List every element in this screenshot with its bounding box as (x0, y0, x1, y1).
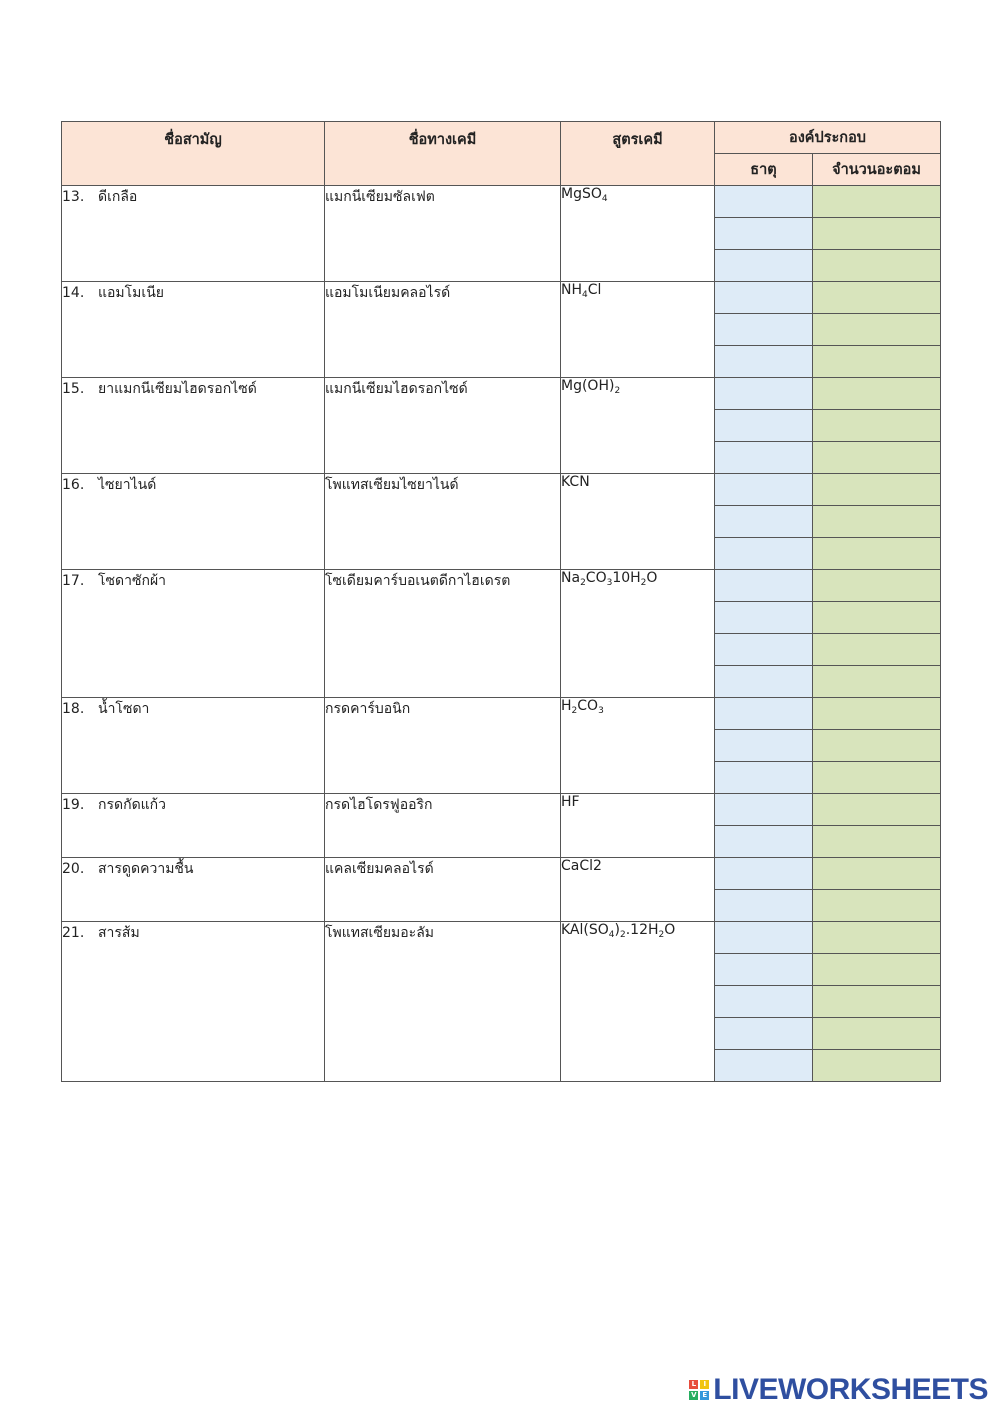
common-name-cell (62, 698, 325, 794)
atom-count-answer-field[interactable] (813, 250, 941, 282)
element-answer-field[interactable] (715, 890, 813, 922)
atom-count-answer-field[interactable] (813, 890, 941, 922)
atom-count-answer-field[interactable] (813, 1050, 941, 1082)
atom-count-answer-field[interactable] (813, 1018, 941, 1050)
element-answer-field[interactable] (715, 250, 813, 282)
atom-count-answer-field[interactable] (813, 922, 941, 954)
header-element: ธาตุ (715, 154, 813, 186)
common-name-cell (62, 570, 325, 698)
formula-text: NH (561, 282, 582, 298)
formula-text: ) (614, 922, 620, 938)
atom-count-answer-field[interactable] (813, 826, 941, 858)
item-number: 21. (62, 925, 85, 941)
atom-count-answer-field[interactable] (813, 378, 941, 410)
header-atom-count: จำนวนอะตอม (813, 154, 941, 186)
formula-text: CO (577, 698, 599, 714)
formula-subscript: 3 (598, 706, 604, 716)
logo-icon: L I V E (689, 1380, 709, 1400)
formula-subscript: 4 (601, 194, 608, 204)
item-number: 16. (62, 477, 85, 493)
atom-count-answer-field[interactable] (813, 218, 941, 250)
table-row (62, 282, 941, 314)
chemical-name: โพแทสเซียมไซยาไนด์ (325, 474, 561, 570)
common-name: ดีเกลือ (98, 189, 138, 205)
table-row (62, 858, 941, 890)
atom-count-answer-field[interactable] (813, 410, 941, 442)
chemical-formula (561, 474, 715, 570)
item-number: 20. (62, 861, 85, 877)
table-body (62, 186, 941, 1082)
chemical-name: แคลเซียมคลอไรด์ (325, 858, 561, 922)
element-answer-field[interactable] (715, 538, 813, 570)
atom-count-answer-field[interactable] (813, 282, 941, 314)
chemical-name: กรดไฮโดรฟูออริก (325, 794, 561, 858)
atom-count-answer-field[interactable] (813, 954, 941, 986)
atom-count-answer-field[interactable] (813, 506, 941, 538)
atom-count-answer-field[interactable] (813, 186, 941, 218)
table-row (62, 794, 941, 826)
logo-text: LIVEWORKSHEETS (713, 1373, 988, 1406)
table-row (62, 922, 941, 954)
element-answer-field[interactable] (715, 410, 813, 442)
table-row (62, 378, 941, 410)
chemical-name: แมกนีเซียมไฮดรอกไซด์ (325, 378, 561, 474)
element-answer-field[interactable] (715, 378, 813, 410)
table-row (62, 474, 941, 506)
element-answer-field[interactable] (715, 666, 813, 698)
formula-text: HF (561, 794, 580, 810)
atom-count-answer-field[interactable] (813, 602, 941, 634)
chemical-formula (561, 922, 715, 1082)
chemical-name: แมกนีเซียมซัลเฟต (325, 186, 561, 282)
common-name-cell (62, 858, 325, 922)
atom-count-answer-field[interactable] (813, 570, 941, 602)
element-answer-field[interactable] (715, 186, 813, 218)
item-number: 14. (62, 285, 85, 301)
header-chemical-name: ชื่อทางเคมี (325, 122, 561, 186)
item-number: 15. (62, 381, 85, 397)
table-row (62, 698, 941, 730)
element-answer-field[interactable] (715, 826, 813, 858)
formula-subscript: 3 (606, 578, 613, 588)
common-name-cell (62, 474, 325, 570)
atom-count-answer-field[interactable] (813, 442, 941, 474)
element-answer-field[interactable] (715, 1050, 813, 1082)
formula-text: O (664, 922, 676, 938)
element-answer-field[interactable] (715, 602, 813, 634)
chemical-formula (561, 570, 715, 698)
formula-subscript: 2 (619, 930, 626, 940)
element-answer-field[interactable] (715, 794, 813, 826)
item-number: 18. (62, 701, 85, 717)
element-answer-field[interactable] (715, 506, 813, 538)
atom-count-answer-field[interactable] (813, 698, 941, 730)
common-name: ไซยาไนด์ (98, 477, 157, 493)
table-row (62, 570, 941, 602)
item-number: 17. (62, 573, 85, 589)
common-name-cell (62, 922, 325, 1082)
chemical-name: แอมโมเนียมคลอไรด์ (325, 282, 561, 378)
worksheet-table (61, 121, 941, 1082)
chemical-name: กรดคาร์บอนิก (325, 698, 561, 794)
element-answer-field[interactable] (715, 858, 813, 890)
formula-text: CO (585, 570, 607, 586)
liveworksheets-logo (689, 1374, 988, 1406)
formula-subscript: 4 (582, 290, 588, 300)
atom-count-answer-field[interactable] (813, 762, 941, 794)
element-answer-field[interactable] (715, 698, 813, 730)
header-common-name: ชื่อสามัญ (62, 122, 325, 186)
chemical-formula (561, 378, 715, 474)
common-name-cell (62, 186, 325, 282)
formula-subscript: 2 (658, 930, 665, 940)
formula-text: O (646, 570, 658, 586)
common-name: แอมโมเนีย (98, 285, 164, 301)
common-name: โซดาซักผ้า (98, 573, 167, 589)
formula-text: 10H (612, 570, 641, 586)
formula-subscript: 2 (571, 706, 578, 716)
chemical-name: โพแทสเซียมอะลัม (325, 922, 561, 1082)
formula-text: Mg(OH) (561, 378, 615, 394)
element-answer-field[interactable] (715, 730, 813, 762)
formula-text: Cl (587, 282, 602, 298)
atom-count-answer-field[interactable] (813, 730, 941, 762)
atom-count-answer-field[interactable] (813, 794, 941, 826)
atom-count-answer-field[interactable] (813, 314, 941, 346)
formula-text: .12H (625, 922, 659, 938)
element-answer-field[interactable] (715, 570, 813, 602)
chemical-formula (561, 794, 715, 858)
common-name: สารดูดความชื้น (98, 861, 194, 877)
element-answer-field[interactable] (715, 922, 813, 954)
element-answer-field[interactable] (715, 282, 813, 314)
table-row (62, 186, 941, 218)
chemical-formula (561, 282, 715, 378)
common-name-cell (62, 794, 325, 858)
header-composition: องค์ประกอบ (715, 122, 941, 154)
item-number: 19. (62, 797, 85, 813)
atom-count-answer-field[interactable] (813, 634, 941, 666)
atom-count-answer-field[interactable] (813, 474, 941, 506)
atom-count-answer-field[interactable] (813, 858, 941, 890)
element-answer-field[interactable] (715, 346, 813, 378)
element-answer-field[interactable] (715, 1018, 813, 1050)
element-answer-field[interactable] (715, 762, 813, 794)
common-name: กรดกัดแก้ว (98, 797, 167, 813)
element-answer-field[interactable] (715, 474, 813, 506)
formula-text: KCN (561, 474, 590, 490)
formula-text: KAl(SO (561, 922, 609, 938)
chemical-formula (561, 858, 715, 922)
formula-text: H (561, 698, 572, 714)
formula-text: CaCl2 (561, 858, 602, 874)
atom-count-answer-field[interactable] (813, 538, 941, 570)
common-name-cell (62, 282, 325, 378)
item-number: 13. (62, 189, 85, 205)
common-name-cell (62, 378, 325, 474)
element-answer-field[interactable] (715, 218, 813, 250)
formula-text: MgSO (561, 186, 602, 202)
common-name: น้ำโซดา (98, 701, 150, 717)
formula-text: Na (561, 570, 581, 586)
atom-count-answer-field[interactable] (813, 986, 941, 1018)
element-answer-field[interactable] (715, 314, 813, 346)
header-formula: สูตรเคมี (561, 122, 715, 186)
atom-count-answer-field[interactable] (813, 346, 941, 378)
common-name: ยาแมกนีเซียมไฮดรอกไซด์ (98, 381, 257, 397)
chemical-name: โซเดียมคาร์บอเนตดีกาไฮเดรต (325, 570, 561, 698)
atom-count-answer-field[interactable] (813, 666, 941, 698)
chemical-formula (561, 186, 715, 282)
formula-subscript: 2 (640, 578, 647, 588)
common-name: สารส้ม (98, 925, 140, 941)
element-answer-field[interactable] (715, 634, 813, 666)
element-answer-field[interactable] (715, 954, 813, 986)
element-answer-field[interactable] (715, 986, 813, 1018)
chemical-formula (561, 698, 715, 794)
formula-subscript: 2 (580, 578, 586, 588)
element-answer-field[interactable] (715, 442, 813, 474)
formula-subscript: 2 (614, 386, 621, 396)
formula-subscript: 4 (608, 930, 615, 940)
